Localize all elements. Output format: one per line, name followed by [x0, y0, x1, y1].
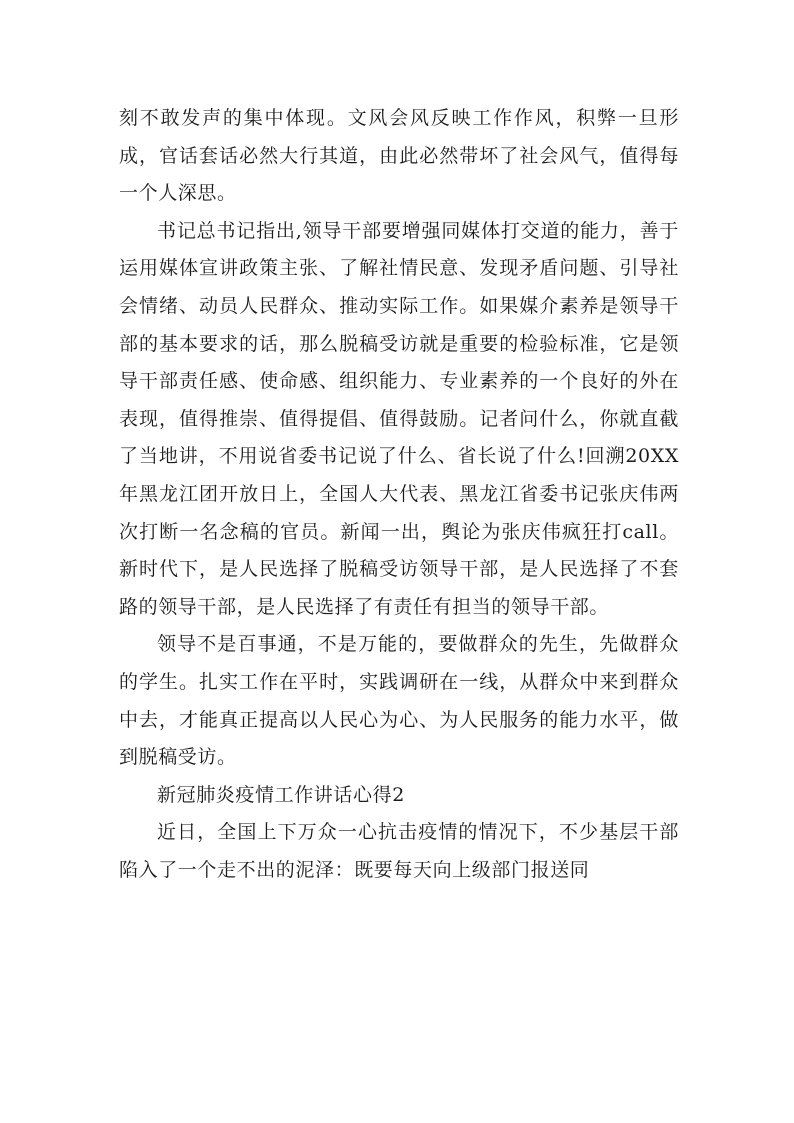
paragraph-1: 刻不敢发声的集中体现。文风会风反映工作作风，积弊一旦形成，官话套话必然大行其道，由此必然带坏了社会风气，值得每一个人深思。: [119, 107, 679, 205]
paragraph-2: 书记总书记指出,领导干部要增强同媒体打交道的能力，善于运用媒体宣讲政策主张、了解社情民意、发现矛盾问题、引导社会情绪、动员人民群众、推动实际工作。如果媒介素养是领导干部的基本要求的话，那么脱稿受访就是重要的检验标准，它是领导干部责任感、使命感、组织能力、专业素养的一个良好的外在表现，值得推崇、值得提倡、值得鼓励。记者问什么，你就直截了当地讲，不用说省委书记说了什么、省长说了什么!回溯20XX年黑龙江团开放日上，全国人大代表、黑龙江省委书记张庆伟两次打断一名念稿的官员。新闻一出，舆论为张庆伟疯狂打call。新时代下，是人民选择了脱稿受访领导干部，是人民选择了不套路的领导干部，是人民选择了有责任有担当的领导干部。: [119, 219, 679, 618]
document-body: [119, 100, 679, 889]
paragraph-3: 领导不是百事通，不是万能的，要做群众的先生，先做群众的学生。扎实工作在平时，实践调研在一线，从群众中来到群众中去，才能真正提高以人民心为心、为人民服务的能力水平，做到脱稿受访。: [119, 633, 679, 769]
paragraph-4: 近日，全国上下万众一心抗击疫情的情况下，不少基层干部陷入了一个走不出的泥泽：既要每天向上级部门报送同: [119, 821, 679, 881]
section-title: 新冠肺炎疫情工作讲话心得2: [157, 783, 405, 806]
